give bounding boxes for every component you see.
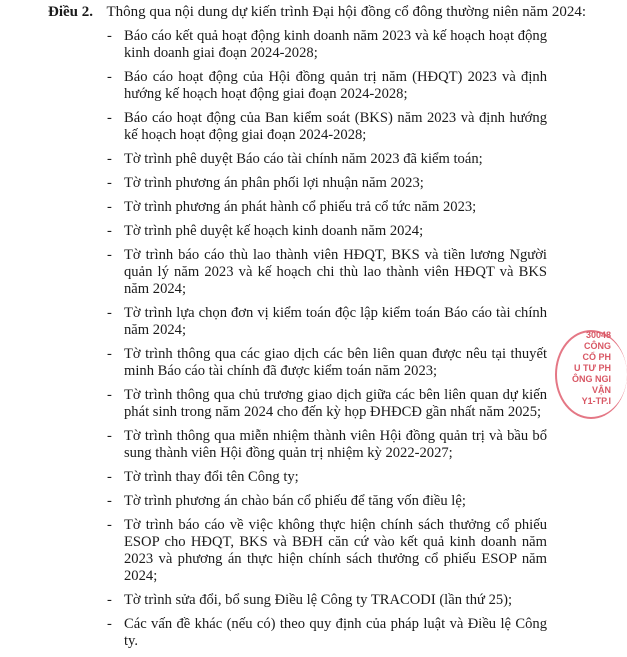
- bullet-dash: -: [107, 69, 112, 85]
- agenda-item: [103, 247, 547, 298]
- agenda-item-text: Báo cáo hoạt động của Hội đồng quản trị năm (HĐQT) 2023 và định hướng kế hoạch hoạt động giai đoạn 2024-2028;: [124, 69, 547, 102]
- agenda-item: [103, 616, 547, 650]
- agenda-item: [103, 517, 547, 585]
- agenda-item: [103, 469, 547, 486]
- stamp-text: ÔNG NGI: [571, 374, 611, 384]
- bullet-dash: -: [107, 592, 112, 608]
- stamp-text: Y1-TP.I: [581, 396, 611, 406]
- agenda-item: [103, 305, 547, 339]
- agenda-item: [103, 28, 547, 62]
- agenda-item: [103, 428, 547, 462]
- bullet-dash: -: [107, 175, 112, 191]
- bullet-dash: -: [107, 223, 112, 239]
- company-stamp: [553, 330, 613, 415]
- agenda-item: [103, 199, 547, 216]
- bullet-dash: -: [107, 616, 112, 632]
- bullet-dash: -: [107, 517, 112, 533]
- agenda-item-text: Báo cáo hoạt động của Ban kiểm soát (BKS) năm 2023 và định hướng kế hoạch hoạt động giai đoạn 2024-2028;: [124, 110, 547, 143]
- agenda-item-text: Tờ trình phương án chào bán cổ phiếu để tăng vốn điều lệ;: [124, 493, 466, 509]
- agenda-list: [103, 28, 547, 657]
- agenda-item-text: Tờ trình phương án phân phối lợi nhuận năm 2023;: [124, 175, 424, 191]
- article-intro: Thông qua nội dung dự kiến trình Đại hội đồng cổ đông thường niên năm 2024:: [106, 4, 587, 20]
- agenda-item-text: Tờ trình thông qua miễn nhiệm thành viên Hội đồng quản trị và bầu bổ sung thành viên Hội đồng quản trị nhiệm kỳ 2022-2027;: [124, 428, 547, 461]
- agenda-item-text: Báo cáo kết quả hoạt động kinh doanh năm 2023 và kế hoạch hoạt động kinh doanh giai đoạn 2024-2028;: [124, 28, 547, 61]
- agenda-item-text: Tờ trình báo cáo về việc không thực hiện chính sách thưởng cổ phiếu ESOP cho HĐQT, BKS và BĐH căn cứ vào kết quả kinh doanh năm 2023 và phương án thực hiện chính sách thưởng cổ phiếu ESOP năm 2024;: [124, 517, 547, 584]
- agenda-item-text: Tờ trình thông qua chủ trương giao dịch giữa các bên liên quan dự kiến phát sinh trong năm 2024 cho đến kỳ họp ĐHĐCĐ gần nhất năm 2025;: [124, 387, 547, 420]
- stamp-text: VẬN: [591, 385, 611, 395]
- agenda-item: [103, 151, 547, 168]
- agenda-item-text: Tờ trình phê duyệt Báo cáo tài chính năm 2023 đã kiểm toán;: [124, 151, 483, 167]
- bullet-dash: -: [107, 346, 112, 362]
- agenda-item: [103, 69, 547, 103]
- agenda-item-text: Tờ trình phê duyệt kế hoạch kinh doanh năm 2024;: [124, 223, 424, 239]
- stamp-text: U TƯ PH: [574, 363, 611, 373]
- agenda-item: [103, 346, 547, 380]
- agenda-item-text: Tờ trình thay đổi tên Công ty;: [124, 469, 299, 485]
- bullet-dash: -: [107, 247, 112, 263]
- article-label: Điều 2.: [48, 4, 93, 20]
- stamp-text: 30048: [585, 330, 611, 340]
- agenda-item: [103, 110, 547, 144]
- bullet-dash: -: [107, 387, 112, 403]
- agenda-item: [103, 175, 547, 192]
- bullet-dash: -: [107, 110, 112, 126]
- agenda-item-text: Tờ trình báo cáo thù lao thành viên HĐQT, BKS và tiền lương Người quản lý năm 2023 và kế hoạch chi thù lao thành viên HĐQT và BKS năm 2024;: [124, 247, 547, 297]
- bullet-dash: -: [107, 428, 112, 444]
- agenda-item: [103, 592, 547, 609]
- bullet-dash: -: [107, 493, 112, 509]
- agenda-item-text: Tờ trình lựa chọn đơn vị kiểm toán độc lập kiểm toán Báo cáo tài chính năm 2024;: [124, 305, 547, 338]
- bullet-dash: -: [107, 469, 112, 485]
- bullet-dash: -: [107, 199, 112, 215]
- article-heading: [48, 4, 586, 21]
- agenda-item-text: Tờ trình sửa đổi, bổ sung Điều lệ Công ty TRACODI (lần thứ 25);: [124, 592, 513, 608]
- bullet-dash: -: [107, 305, 112, 321]
- agenda-item-text: Tờ trình thông qua các giao dịch các bên liên quan được nêu tại thuyết minh Báo cáo tài chính đã được kiểm toán năm 2023;: [124, 346, 547, 379]
- agenda-item: [103, 223, 547, 240]
- agenda-item-text: Các vấn đề khác (nếu có) theo quy định của pháp luật và Điều lệ Công ty.: [124, 616, 547, 649]
- agenda-item: [103, 493, 547, 510]
- stamp-text: CỔ PH: [582, 352, 611, 362]
- agenda-item: [103, 387, 547, 421]
- bullet-dash: -: [107, 151, 112, 167]
- agenda-item-text: Tờ trình phương án phát hành cổ phiếu trả cổ tức năm 2023;: [124, 199, 477, 215]
- bullet-dash: -: [107, 28, 112, 44]
- stamp-text: CÔNG: [584, 341, 611, 351]
